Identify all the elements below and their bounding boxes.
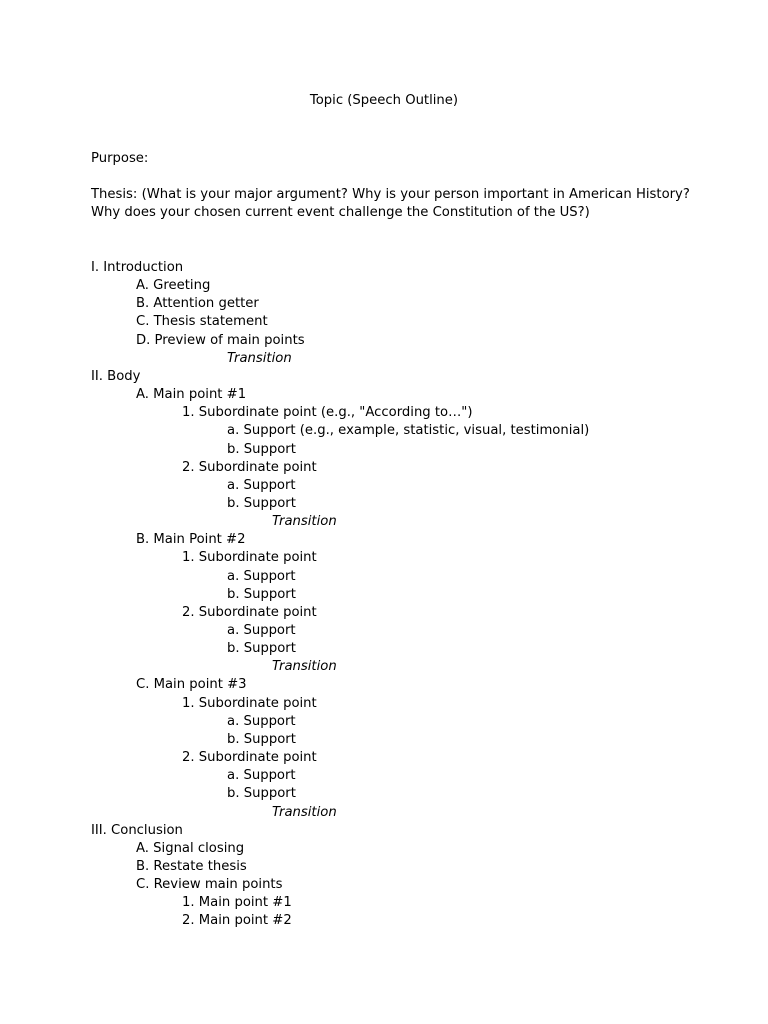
outline-item: II. Body — [91, 368, 141, 384]
outline-item: C. Main point #3 — [136, 677, 247, 693]
outline-item: B. Restate thesis — [136, 858, 247, 874]
transition-label: Transition — [272, 514, 337, 530]
outline-item: b. Support — [227, 641, 296, 657]
outline-item: I. Introduction — [91, 260, 184, 275]
outline-item: a. Support — [227, 623, 296, 638]
thesis-paragraph: Thesis: (What is your major argument? Why is your person important in American History? Why does your chosen current event challenge the Constitution of the US?) — [91, 187, 690, 221]
outline-item: b. Support — [227, 441, 296, 457]
outline-item: b. Support — [227, 731, 296, 747]
outline-item: D. Preview of main points — [136, 332, 305, 348]
outline-item: A. Main point #1 — [136, 387, 247, 403]
outline-item: B. Attention getter — [136, 296, 259, 312]
outline-item: a. Support — [227, 568, 296, 584]
outline-item: A. Greeting — [136, 278, 211, 294]
outline-item: B. Main Point #2 — [136, 532, 246, 548]
outline-item: a. Support (e.g., example, statistic, visual, testimonial) — [227, 423, 590, 439]
outline-item: C. Thesis statement — [136, 314, 268, 330]
outline-item: b. Support — [227, 586, 296, 602]
outline-item: 2. Main point #2 — [182, 913, 292, 929]
outline-item: 2. Subordinate point — [182, 459, 317, 475]
outline-item: 1. Subordinate point (e.g., "According to…") — [182, 405, 473, 421]
outline-item: 2. Subordinate point — [182, 604, 317, 620]
transition-label: Transition — [272, 659, 337, 675]
outline-item: b. Support — [227, 786, 296, 802]
outline-item: b. Support — [227, 495, 296, 511]
outline-item: a. Support — [227, 768, 296, 784]
outline-item: a. Support — [227, 713, 296, 729]
transition-label: Transition — [227, 350, 292, 366]
outline-item: 1. Subordinate point — [182, 695, 317, 711]
outline-item: III. Conclusion — [91, 822, 183, 838]
transition-label: Transition — [272, 804, 337, 820]
purpose-label: Purpose: — [91, 151, 149, 166]
outline-item: a. Support — [227, 477, 296, 493]
outline-item: 2. Subordinate point — [182, 750, 317, 766]
outline-item: 1. Subordinate point — [182, 550, 317, 566]
outline-item: C. Review main points — [136, 877, 283, 893]
outline-item: 1. Main point #1 — [182, 895, 292, 911]
page-title: Topic (Speech Outline) — [309, 93, 459, 108]
outline-item: A. Signal closing — [136, 840, 245, 856]
